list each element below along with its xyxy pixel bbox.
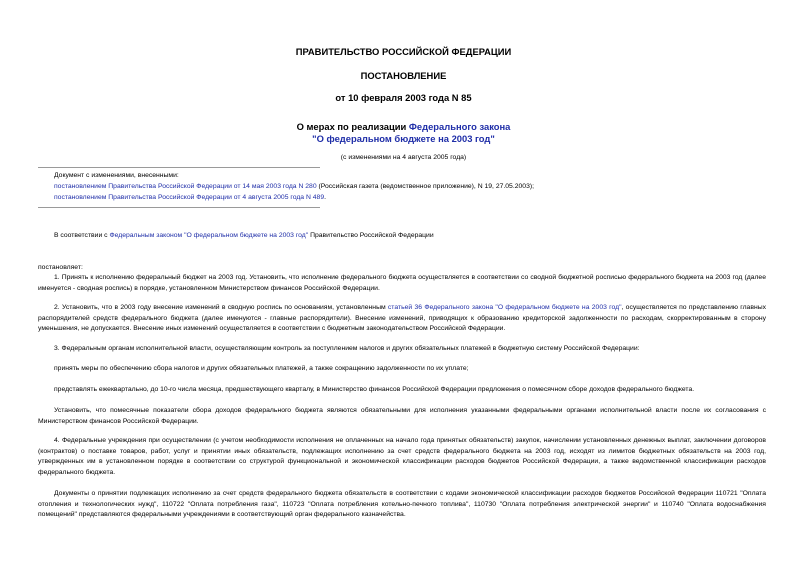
paragraph-1: 1. Принять к исполнению федеральный бюджет на 2003 год. Установить, что исполнение федерального бюджета осуществляется в соответствии со сводной бюджетной росписью федерального бюджета на 2003 год (далее именуется - сводная роспись) в порядке, установленном Министерством финансов Российской Федерации. (38, 274, 766, 292)
government-heading: ПРАВИТЕЛЬСТВО РОССИЙСКОЙ ФЕДЕРАЦИИ (295, 46, 512, 57)
federal-budget-law-link[interactable]: "О федеральном бюджете на 2003 год" (312, 133, 495, 144)
decree-word: постановляет: (38, 264, 83, 271)
document-type-heading: ПОСТАНОВЛЕНИЕ (360, 70, 447, 81)
document-title (0, 121, 807, 145)
change-item-2-rest: . (324, 194, 326, 201)
changes-top-rule (38, 167, 320, 168)
article-36-link[interactable]: статьей 36 Федерального закона "О федеральном бюджете на 2003 год" (387, 304, 622, 311)
amendment-note: (с изменениями на 4 августа 2005 года) (340, 154, 467, 161)
change-item-1-rest: (Российская газета (ведомственное приложение), N 19, 27.05.2003); (316, 183, 535, 190)
federal-law-link[interactable]: Федерального закона (408, 121, 511, 132)
paragraph-5: Документы о принятии подлежащих исполнению за счет средств федерального бюджета обязательств в соответствии с кодами экономической классификации расходов бюджетов Российской Федерации 110721 "Оплата отопления и технологических нужд", 110722 "Оплата потребления газа", 110723 "Оплата потребления котельно-печного топлива", 110730 "Оплата потребления электрической энергии" и 110740 "Оплата водоснабжения помещений" представляются федеральными учреждениями в соответствующий орган федерального казначейства. (38, 490, 766, 519)
changes-intro: Документ с изменениями, внесенными: (54, 172, 179, 179)
paragraph-3a: принять меры по обеспечению сбора налогов и других обязательных платежей, а также сокращению задолженности по их уплате; (54, 365, 469, 372)
paragraph-3c: Установить, что помесячные показатели сбора доходов федерального бюджета являются обязательными для исполнения указанными федеральными органами исполнительной власти после их согласования с Министерством финансов Российской Федерации. (38, 407, 766, 425)
preamble (54, 230, 774, 241)
decree-489-link[interactable]: постановлением Правительства Российской Федерации от 4 августа 2005 года N 489 (54, 194, 325, 201)
decree-280-link[interactable]: постановлением Правительства Российской Федерации от 14 мая 2003 года N 280 (54, 183, 317, 190)
date-number-heading: от 10 февраля 2003 года N 85 (335, 92, 472, 103)
change-item-1 (54, 181, 774, 192)
title-prefix: О мерах по реализации (296, 121, 409, 132)
changes-bottom-rule (38, 207, 320, 208)
paragraph-3: 3. Федеральным органам исполнительной власти, осуществляющим контроль за поступлением налогов и других обязательных платежей в бюджетную систему Российской Федерации: (54, 345, 640, 352)
preamble-before: В соответствии с (54, 232, 110, 239)
preamble-after: Правительство Российской Федерации (308, 232, 434, 239)
paragraph-4: 4. Федеральные учреждения при осуществлении (с учетом необходимости исполнения не оплаченных на начало года принятых обязательств) закупок, начислении установленных денежных выплат, заключении договоров (контрактов) о поставке товаров, работ, услуг и принятии иных обязательств, подлежащих исполнению за счет средств федерального бюджета на 2003 год, исходят из лимитов бюджетных обязательств на 2003 год, утвержденных им в установленном порядке в соответствии со структурой функциональной и экономической классификации расходов бюджетов Российской Федерации, а также ведомственной классификации расходов федерального бюджета. (38, 437, 766, 476)
changes-block (54, 170, 774, 203)
paragraph-2 (38, 303, 766, 335)
paragraph-2-before: 2. Установить, что в 2003 году внесение изменений в сводную роспись по основаниям, установленным (54, 304, 388, 311)
preamble-law-link[interactable]: Федеральным законом "О федеральном бюджете на 2003 год" (109, 232, 309, 239)
change-item-2 (54, 192, 774, 203)
paragraph-2-after: , осуществляется по представлению главных распорядителей средств федерального бюджета (далее именуются - главные распорядители). Внесение изменений, приводящих к образованию кредиторской задолженности по расходам, скорректированным в сторону уменьшения, не допускается. Внесение иных изменений осуществляется в соответствии с бюджетным законодательством Российской Федерации. (38, 304, 766, 333)
paragraph-3b: представлять ежеквартально, до 10-го числа месяца, предшествующего кварталу, в Министерство финансов Российской Федерации предложения о помесячном сборе доходов федерального бюджета. (54, 386, 695, 393)
